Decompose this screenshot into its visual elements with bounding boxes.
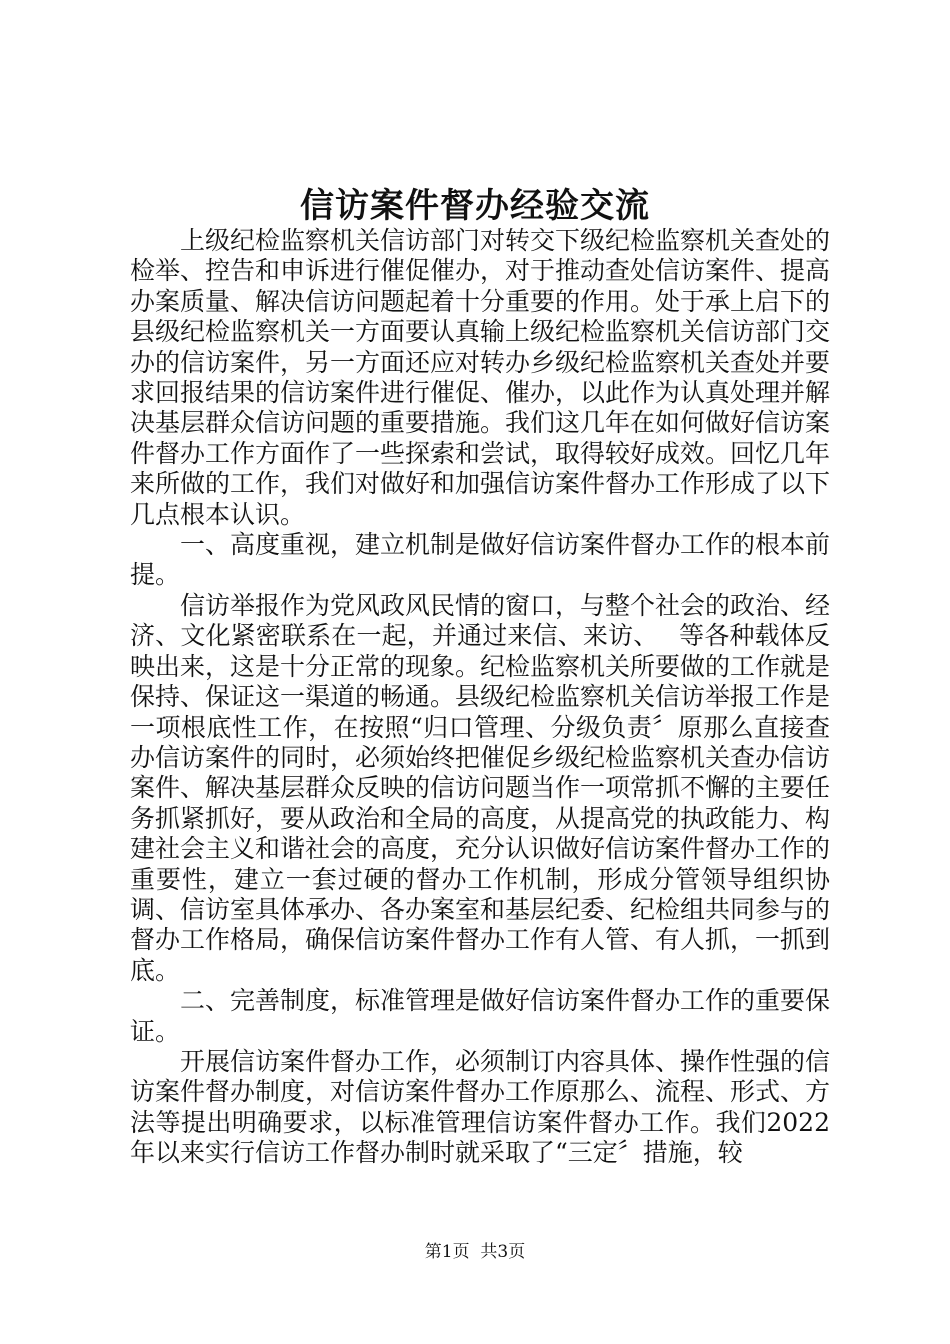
paragraph-intro: 上级纪检监察机关信访部门对转交下级纪检监察机关查处的检举、控告和申诉进行催促催办，对于推动查处信访案件、提高办案质量、解决信访问题起着十分重要的作用。处于承上启下的县级纪检监察机关一方面要认真输上级纪检监察机关信访部门交办的信访案件，另一方面还应对转办乡级纪检监察机关查处并要求回报结果的信访案件进行催促、催办，以此作为认真处理并解决基层群众信访问题的重要措施。我们这几年在如何做好信访案件督办工作方面作了一些探索和尝试，取得较好成效。回忆几年来所做的工作，我们对做好和加强信访案件督办工作形成了以下几点根本认识。 — [130, 226, 831, 529]
page-number: 第1页 — [424, 1242, 470, 1262]
paragraph-section-1: 信访举报作为党风政风民情的窗口，与整个社会的政治、经济、文化紧密联系在一起，并通过来信、来访、 等各种载体反映出来，这是十分正常的现象。纪检监察机关所要做的工作就是保持、保证这一渠道的畅通。县级纪检监察机关信访举报工作是一项根底性工作，在按照“归口管理、分级负责〞原那么直接查办信访案件的同时，必须始终把催促乡级纪检监察机关查办信访案件、解决基层群众反映的信访问题当作一项常抓不懈的主要任务抓紧抓好，要从政治和全局的高度，从提高党的执政能力、构建社会主义和谐社会的高度，充分认识做好信访案件督办工作的重要性，建立一套过硬的督办工作机制，形成分管领导组织协调、信访室具体承办、各办案室和基层纪委、纪检组共同参与的督办工作格局，确保信访案件督办工作有人管、有人抓，一抓到底。 — [130, 590, 831, 985]
document-title: 信访案件督办经验交流 — [300, 186, 650, 226]
paragraph-section-2: 开展信访案件督办工作，必须制订内容具体、操作性强的信访案件督办制度，对信访案件督办工作原那么、流程、形式、方法等提出明确要求，以标准管理信访案件督办工作。我们2022年以来实行信访工作督办制时就采取了“三定〞措施，较 — [130, 1046, 831, 1168]
page-total: 共3页 — [480, 1242, 526, 1262]
document-body — [130, 226, 830, 1169]
footer-separator — [470, 1242, 481, 1262]
section-heading-2: 二、完善制度，标准管理是做好信访案件督办工作的重要保证。 — [130, 986, 831, 1046]
section-heading-1: 一、高度重视，建立机制是做好信访案件督办工作的根本前提。 — [130, 530, 831, 590]
page-footer — [0, 1240, 950, 1264]
